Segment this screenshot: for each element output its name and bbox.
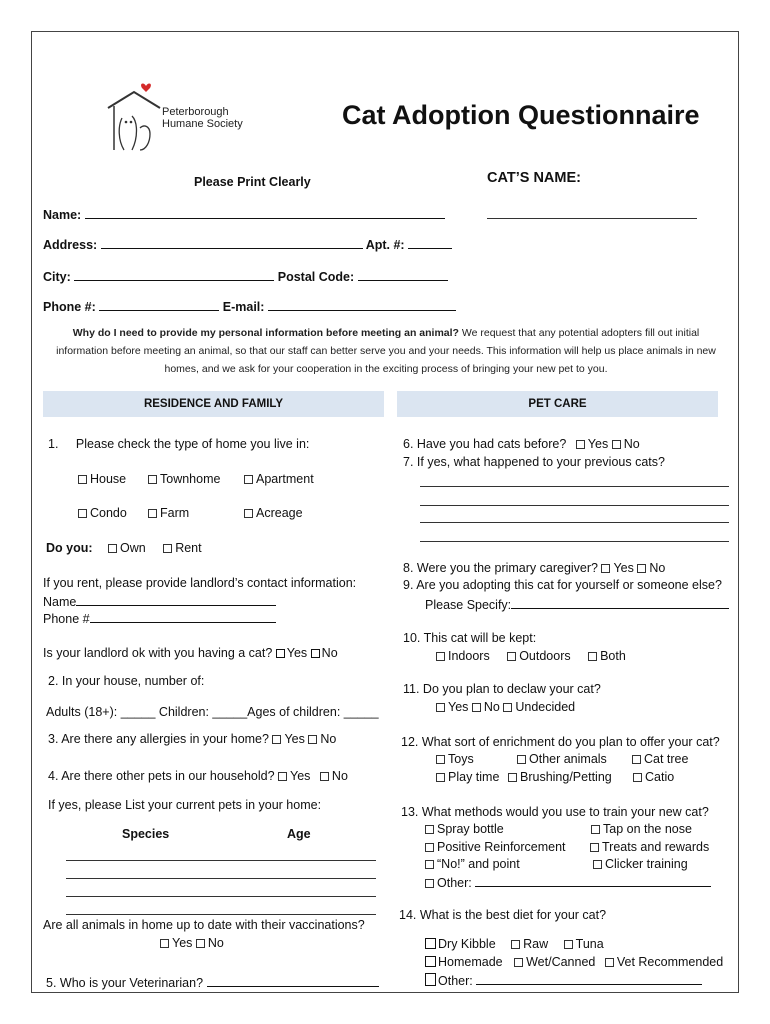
answer-line[interactable] [420,541,729,542]
training-clicker[interactable]: Clicker training [593,857,688,871]
email-label: E-mail: [222,300,265,314]
logo-line-1: Peterborough [162,106,229,118]
training-positive-reinforcement[interactable]: Positive Reinforcement [425,840,566,854]
address-field[interactable] [101,236,363,249]
house-cat-dog-logo-icon [104,78,164,158]
page-title: Cat Adoption Questionnaire [342,100,700,130]
enrichment-toys[interactable]: Toys [436,752,474,766]
other-pets-yes[interactable]: Yes [278,769,310,783]
specify-field[interactable] [511,596,729,609]
cats-name-label: CAT’S NAME: [487,170,581,186]
q3-text: 3. Are there any allergies in your home? [48,732,269,746]
diet-dry-kibble[interactable]: Dry Kibble [425,937,496,951]
name-field[interactable] [85,206,445,219]
enrichment-play-time[interactable]: Play time [436,770,499,784]
q6-text: 6. Have you had cats before? [403,437,567,451]
landlord-phone-label: Phone # [43,612,90,626]
vaccination-no[interactable]: No [196,936,224,950]
q12-text: 12. What sort of enrichment do you plan to offer your cat? [401,735,720,749]
landlord-name-field[interactable] [76,593,276,606]
home-type-house[interactable]: House [78,472,126,486]
intro-text: We request that any potential adopters fill out initial information before meeting an animal, so that our staff can better serve you and your needs. This information will help us place animals in new homes, and we ask for your cooperation in the exciting process of bringing your new pet to you. [56,327,716,375]
q9-text: 9. Are you adopting this cat for yourself or someone else? [403,578,722,592]
address-label: Address: [43,238,98,252]
diet-tuna[interactable]: Tuna [564,937,604,951]
postal-code-field[interactable] [358,268,448,281]
email-field[interactable] [268,298,456,311]
pet-list-line[interactable] [66,878,376,879]
logo-line-2: Humane Society [162,118,243,130]
landlord-ok-yes[interactable]: Yes [276,646,307,660]
home-type-farm[interactable]: Farm [148,506,189,520]
enrichment-cat-tree[interactable]: Cat tree [632,752,688,766]
phone-label: Phone #: [43,300,96,314]
age-header: Age [287,827,311,841]
answer-line[interactable] [420,522,729,523]
postal-code-label: Postal Code: [277,270,355,284]
humane-society-logo [104,78,254,158]
other-pets-no[interactable]: No [320,769,348,783]
apt-label: Apt. #: [365,238,405,252]
q1-number: 1. [48,437,59,451]
diet-wet-canned[interactable]: Wet/Canned [514,955,595,969]
city-label: City: [43,270,71,284]
home-type-condo[interactable]: Condo [78,506,127,520]
rent-option[interactable]: Rent [163,541,201,555]
diet-vet-recommended[interactable]: Vet Recommended [605,955,723,969]
q14-text: 14. What is the best diet for your cat? [399,908,607,922]
home-type-apartment[interactable]: Apartment [244,472,314,486]
diet-raw[interactable]: Raw [511,937,548,951]
training-other[interactable]: Other: [425,876,472,890]
q2-text: 2. In your house, number of: [48,674,205,688]
caregiver-yes[interactable]: Yes [601,561,633,575]
vaccination-question: Are all animals in home up to date with their vaccinations? [43,918,365,932]
training-treats[interactable]: Treats and rewards [590,840,709,854]
kept-indoors[interactable]: Indoors [436,649,490,663]
home-type-townhome[interactable]: Townhome [148,472,220,486]
enrichment-brushing[interactable]: Brushing/Petting [508,770,612,784]
veterinarian-field[interactable] [207,974,379,987]
pet-list-line[interactable] [66,914,376,915]
pets-list-label: If yes, please List your current pets in your home: [48,798,322,812]
privacy-intro [46,324,726,378]
kept-both[interactable]: Both [588,649,626,663]
own-option[interactable]: Own [108,541,146,555]
name-label: Name: [43,208,82,222]
had-cats-yes[interactable]: Yes [576,437,608,451]
do-you-label: Do you: [46,541,93,555]
answer-line[interactable] [420,505,729,506]
allergies-yes[interactable]: Yes [272,732,304,746]
household-counts[interactable]: Adults (18+): _____ Children: _____Ages of children: _____ [46,705,379,719]
home-type-acreage[interactable]: Acreage [244,506,303,520]
species-header: Species [122,827,170,841]
print-clearly-note: Please Print Clearly [194,175,311,189]
specify-label: Please Specify: [425,598,512,612]
q5-text: 5. Who is your Veterinarian? [46,976,204,990]
training-no-and-point[interactable]: “No!” and point [425,857,520,871]
allergies-no[interactable]: No [308,732,336,746]
pet-list-line[interactable] [66,860,376,861]
declaw-undecided[interactable]: Undecided [503,700,575,714]
caregiver-no[interactable]: No [637,561,665,575]
q4-text: 4. Are there other pets in our household? [48,769,275,783]
kept-outdoors[interactable]: Outdoors [507,649,570,663]
residence-family-header: RESIDENCE AND FAMILY [43,391,384,417]
q13-text: 13. What methods would you use to train your new cat? [401,805,709,819]
city-field[interactable] [74,268,274,281]
vaccination-yes[interactable]: Yes [160,936,192,950]
cats-name-field[interactable] [487,218,697,219]
phone-field[interactable] [99,298,219,311]
landlord-ok-no[interactable]: No [311,646,338,660]
training-tap-nose[interactable]: Tap on the nose [591,822,692,836]
q10-text: 10. This cat will be kept: [403,631,537,645]
had-cats-no[interactable]: No [612,437,640,451]
diet-other-field[interactable] [476,972,702,985]
q7-text: 7. If yes, what happened to your previous cats? [403,455,665,469]
training-other-field[interactable] [475,874,711,887]
enrichment-catio[interactable]: Catio [633,770,674,784]
landlord-info-label: If you rent, please provide landlord’s contact information: [43,576,357,590]
diet-homemade[interactable]: Homemade [425,955,503,969]
landlord-name-label: Name [43,595,77,609]
training-spray-bottle[interactable]: Spray bottle [425,822,504,836]
pet-care-header: PET CARE [397,391,718,417]
declaw-no[interactable]: No [472,700,500,714]
landlord-ok-question: Is your landlord ok with you having a cat? [43,646,273,660]
enrichment-other-animals[interactable]: Other animals [517,752,607,766]
apt-field[interactable] [408,236,452,249]
diet-other[interactable]: Other: [425,974,473,988]
pet-list-line[interactable] [66,896,376,897]
landlord-phone-field[interactable] [90,610,276,623]
q8-text: 8. Were you the primary caregiver? [403,561,598,575]
answer-line[interactable] [420,486,729,487]
q11-text: 11. Do you plan to declaw your cat? [403,682,601,696]
declaw-yes[interactable]: Yes [436,700,468,714]
q1-text: Please check the type of home you live in: [75,437,310,451]
intro-question: Why do I need to provide my personal information before meeting an animal? [72,327,459,339]
